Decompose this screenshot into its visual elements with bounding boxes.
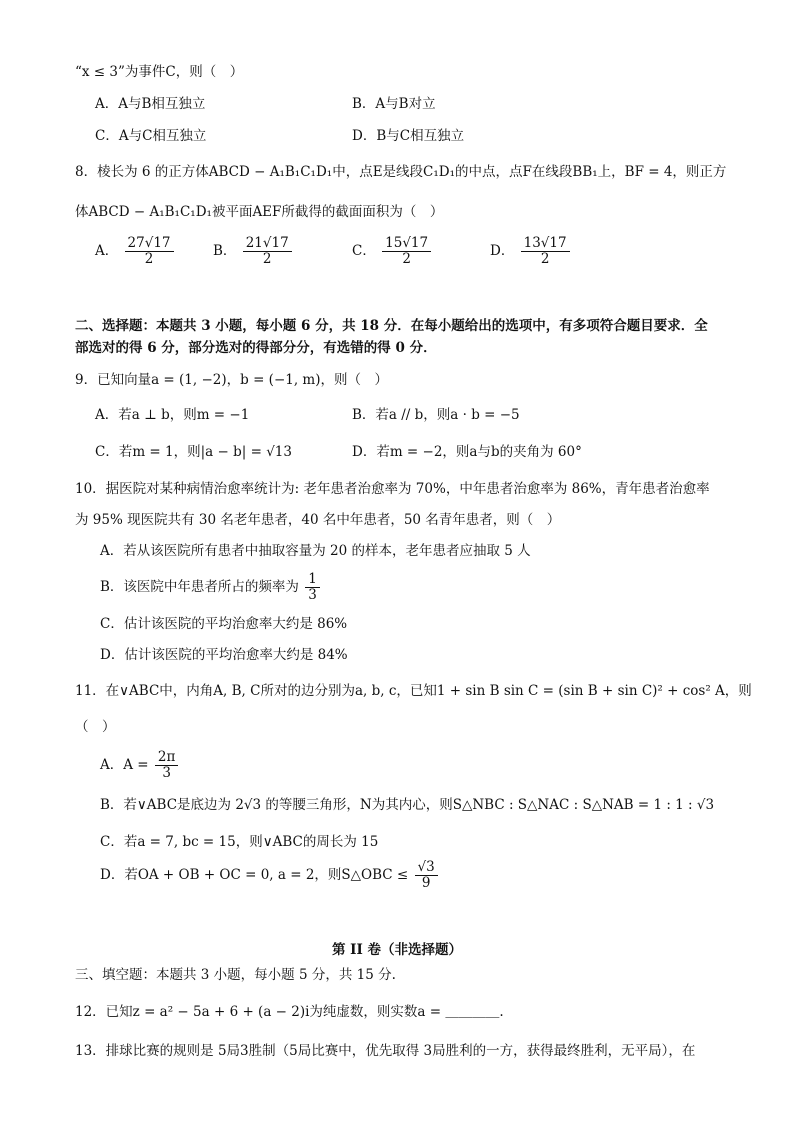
q11-stem-line2: （ ） [75, 719, 116, 735]
q10-option-b [100, 572, 322, 603]
q7-option-c: C．A与C相互独立 [95, 128, 207, 144]
section3-heading: 三、填空题：本题共 3 小题，每小题 5 分，共 15 分. [75, 967, 396, 983]
q12-stem: 12．已知z = a² − 5a + 6 + (a − 2)i为纯虚数，则实数a = ＿＿＿＿. [75, 1004, 504, 1020]
q11-option-a-denominator: 3 [162, 765, 171, 781]
section2-heading-line2: 部选对的得 6 分，部分选对的得部分分，有选错的得 0 分． [75, 340, 437, 356]
q10-stem-line2: 为 95% 现医院共有 30 名老年患者，40 名中年患者，50 名青年患者，则（ ） [75, 512, 561, 528]
part2-title: 第 II 卷（非选择题） [331, 942, 463, 958]
q11-option-a-text: A．A = [100, 757, 149, 773]
q8-option-c-label: C． [352, 243, 376, 259]
q9-option-a: A．若a ⊥ b，则m = −1 [95, 407, 250, 423]
q8-stem-line2: 体ABCD − A₁B₁C₁D₁被平面AEF所截得的截面面积为（ ） [75, 204, 444, 220]
q10-option-c: C．估计该医院的平均治愈率大约是 86% [100, 616, 348, 632]
q8-option-c-numerator: 15√17 [382, 236, 431, 252]
q8-option-b-numerator: 21√17 [243, 236, 292, 252]
q11-option-a-numerator: 2π [155, 750, 178, 766]
q8-option-b-label: B． [213, 243, 237, 259]
section2-heading-line1: 二、选择题：本题共 3 小题，每小题 6 分，共 18 分．在每小题给出的选项中，有多项符合题目要求．全 [75, 318, 708, 334]
q8-option-b-denominator: 2 [262, 251, 272, 267]
q10-option-a: A．若从该医院所有患者中抽取容量为 20 的样本，老年患者应抽取 5 人 [100, 543, 531, 559]
q7-option-a: A．A与B相互独立 [95, 96, 206, 112]
q9-option-b: B．若a // b，则a · b = −5 [352, 407, 520, 423]
q10-option-d: D．估计该医院的平均治愈率大约是 84% [100, 647, 348, 663]
q8-option-c-denominator: 2 [402, 251, 411, 267]
q7-option-b: B．A与B对立 [352, 96, 436, 112]
q11-option-a [100, 750, 180, 781]
q11-option-d-numerator: √3 [415, 860, 438, 876]
q10-option-b-text: B．该医院中年患者所占的频率为 [100, 579, 299, 595]
q9-option-d: D．若m = −2，则a与b的夹角为 60° [352, 444, 582, 460]
q11-option-d-fraction [415, 860, 438, 891]
q8-option-a-denominator: 2 [144, 251, 154, 267]
q11-option-c: C．若a = 7, bc = 15，则∨ABC的周长为 15 [100, 834, 379, 850]
q7-option-d: D．B与C相互独立 [352, 128, 465, 144]
q11-option-d-text: D．若OA + OB + OC = 0, a = 2，则S△OBC ≤ [100, 867, 409, 883]
q8-option-a-fraction [125, 236, 174, 267]
q9-option-c: C．若m = 1，则|a − b| = √13 [95, 444, 292, 460]
q9-stem: 9．已知向量a = (1, −2)，b = (−1, m)，则（ ） [75, 372, 388, 388]
q8-option-b [213, 236, 294, 267]
q7-stem-tail: “x ≤ 3”为事件C，则（ ） [75, 64, 244, 80]
q10-option-b-denominator: 3 [308, 587, 317, 603]
q10-stem-line1: 10．据医院对某种病情治愈率统计为: 老年患者治愈率为 70%，中年患者治愈率为 86%，青年患者治愈率 [75, 481, 710, 497]
q8-option-b-fraction [243, 236, 292, 267]
q8-option-a [95, 236, 176, 267]
q11-option-d-denominator: 9 [421, 875, 431, 891]
q8-option-a-numerator: 27√17 [125, 236, 174, 252]
q8-option-d-numerator: 13√17 [521, 236, 570, 252]
q8-option-a-label: A． [95, 243, 119, 259]
q10-option-b-numerator: 1 [305, 572, 320, 588]
q8-option-d-label: D． [490, 243, 515, 259]
q8-option-d-denominator: 2 [540, 251, 550, 267]
q13-stem: 13．排球比赛的规则是 5局3胜制（5局比赛中，优先取得 3局胜利的一方，获得最终胜利，无平局），在 [75, 1043, 696, 1059]
q11-option-d [100, 860, 440, 891]
q8-option-d [490, 236, 572, 267]
q8-option-d-fraction [521, 236, 570, 267]
q11-option-b: B．若∨ABC是底边为 2√3 的等腰三角形，N为其内心，则S△NBC : S△NAC : S△NAB = 1 : 1 : √3 [100, 797, 715, 813]
q8-option-c [352, 236, 433, 267]
q11-option-a-fraction [155, 750, 178, 781]
q8-stem-line1: 8．棱长为 6 的正方体ABCD − A₁B₁C₁D₁中，点E是线段C₁D₁的中点，点F在线段BB₁上，BF = 4，则正方 [75, 164, 727, 180]
q11-stem-line1: 11．在∨ABC中，内角A, B, C所对的边分别为a, b, c，已知1 + sin B sin C = (sin B + sin C)² + cos² A，则 [75, 683, 752, 699]
q10-option-b-fraction [305, 572, 320, 603]
q8-option-c-fraction [382, 236, 431, 267]
